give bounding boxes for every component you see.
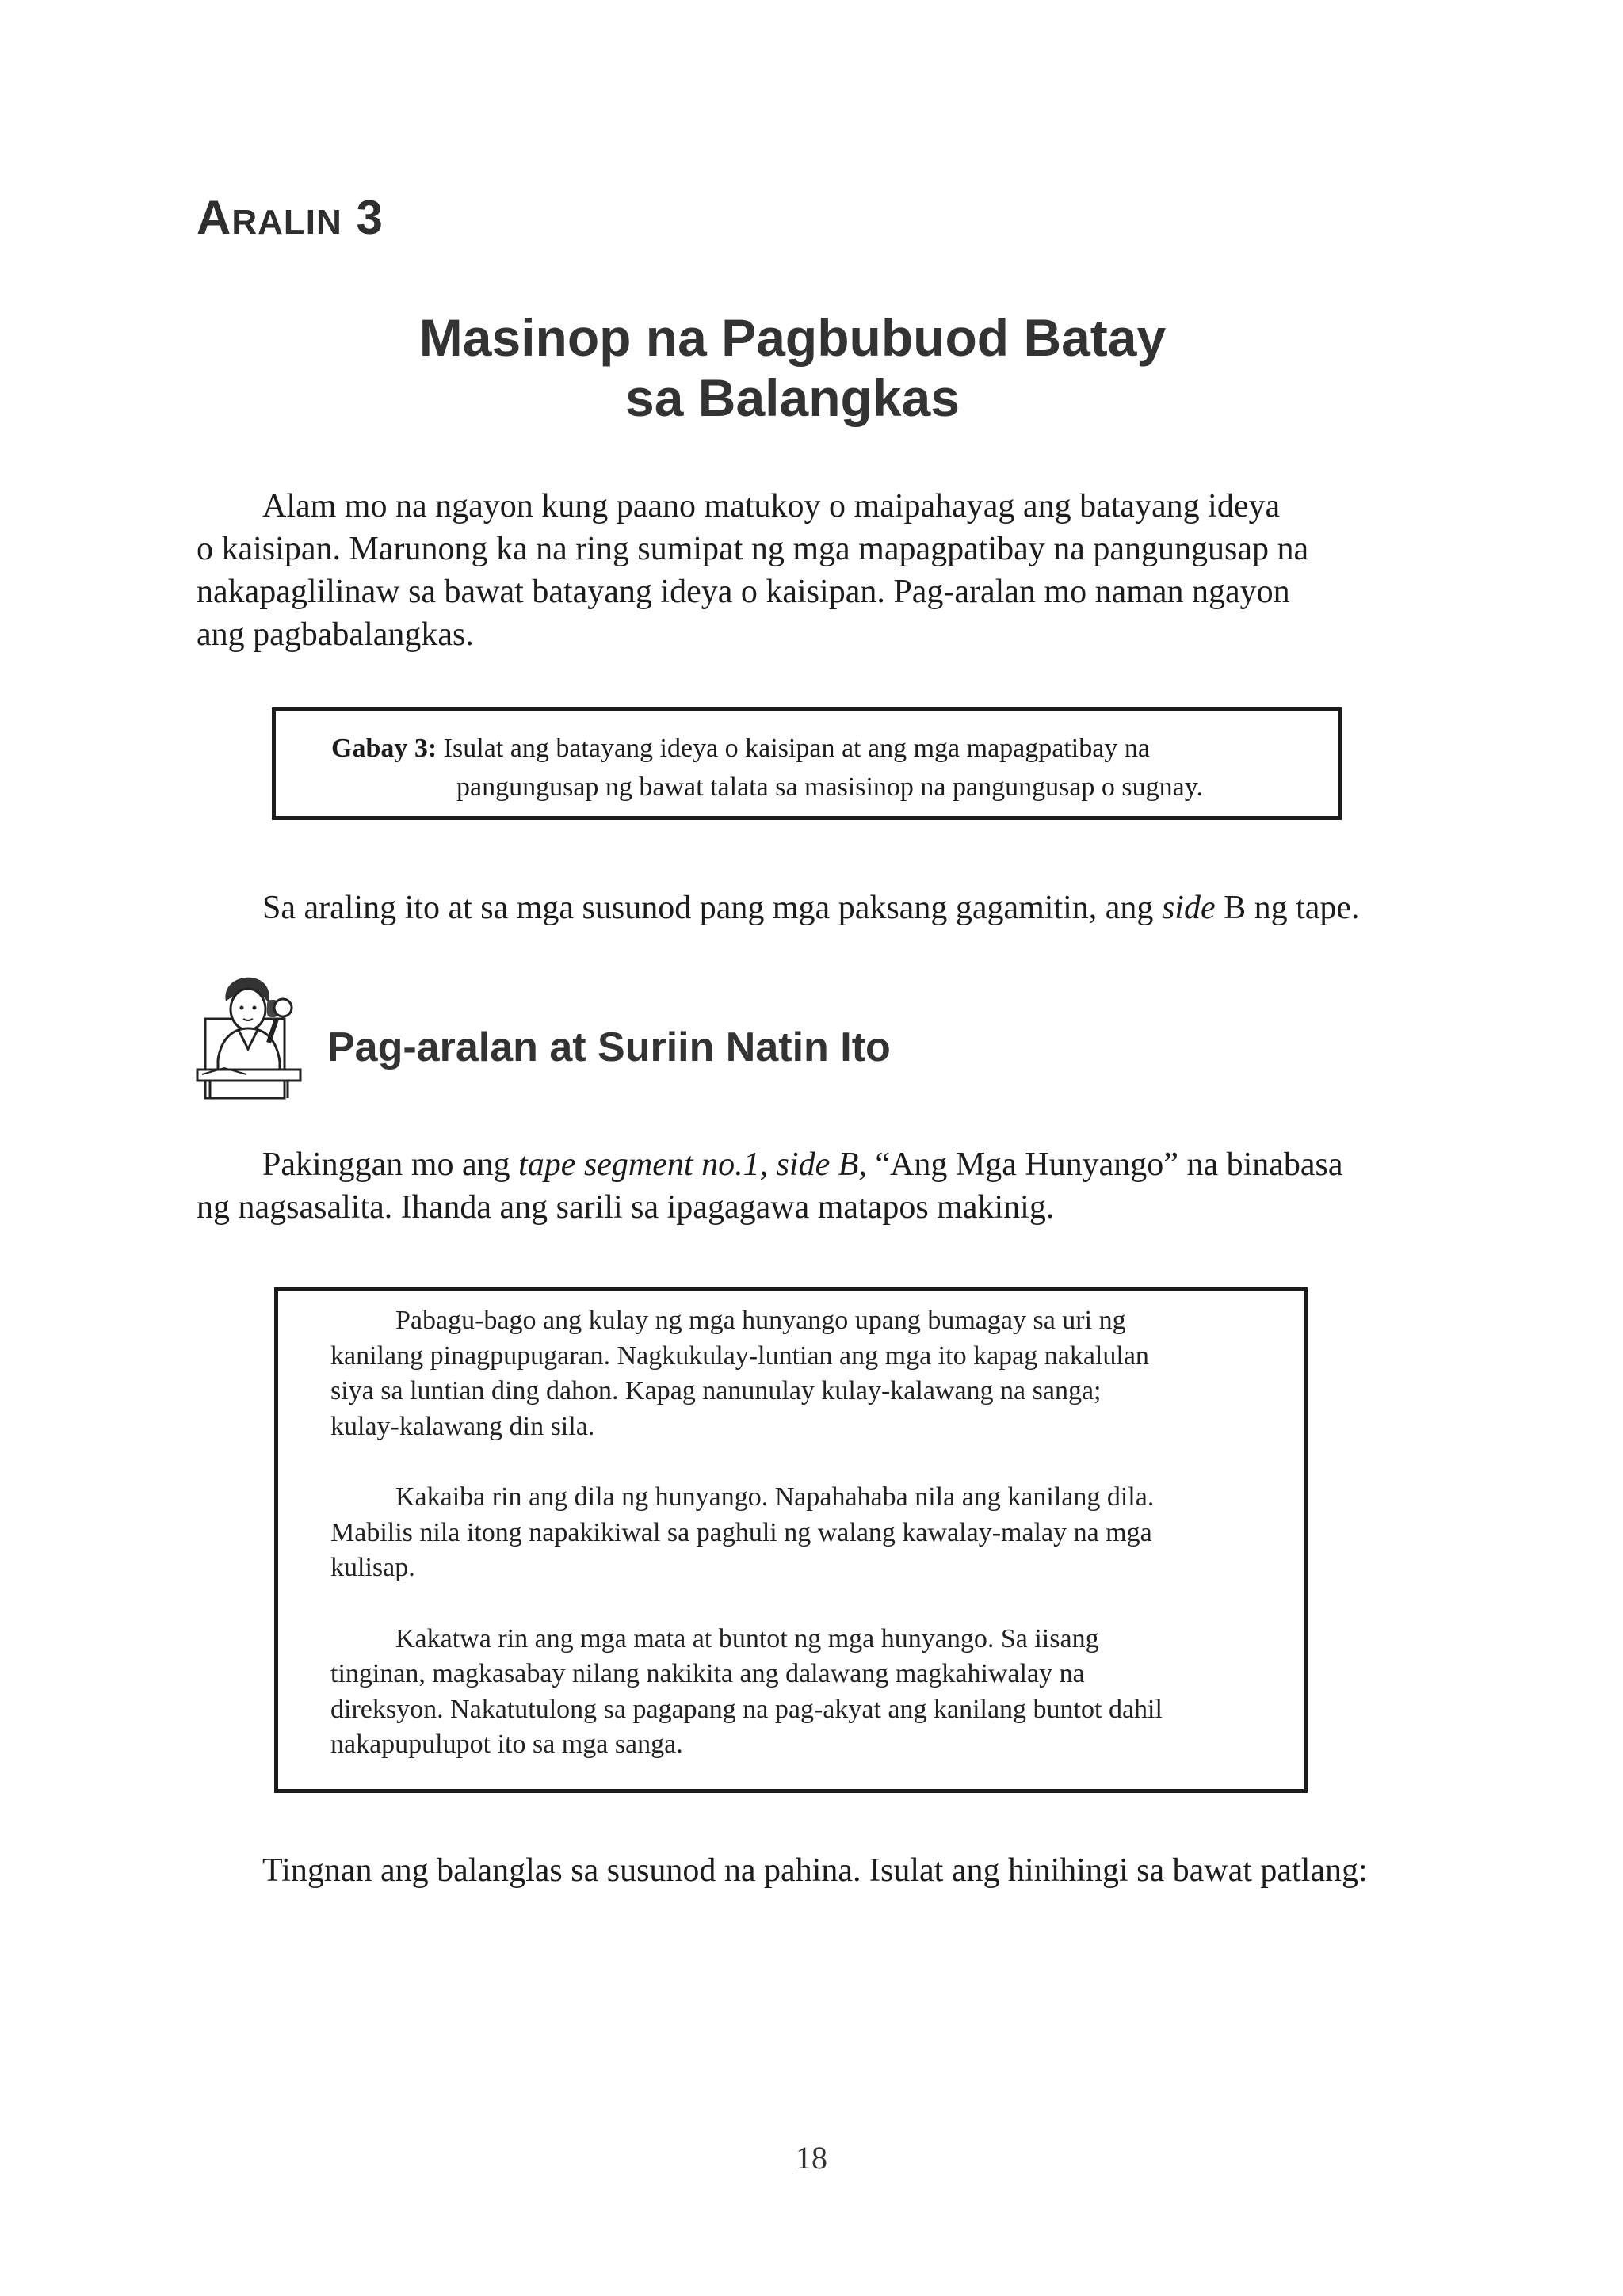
lesson-label xyxy=(197,190,384,245)
guide-line-1: Isulat ang batayang ideya o kaisipan at ang mga mapagpatibay na xyxy=(443,734,1150,763)
passage-line: siya sa luntian ding dahon. Kapag nanunulay kulay-kalawang na sanga; xyxy=(330,1376,1102,1405)
intro-line: nakapaglilinaw sa bawat batayang ideya o kaisipan. Pag-aralan mo naman ngayon xyxy=(197,574,1290,610)
passage-box xyxy=(274,1287,1308,1793)
intro-line: o kaisipan. Marunong ka na ring sumipat ng mga mapagpatibay na pangungusap na xyxy=(197,531,1309,567)
guide-label: Gabay 3: xyxy=(331,734,437,763)
passage-line: Mabilis nila itong napakikiwal sa paghuli ng walang kawalay-malay na mga xyxy=(330,1517,1152,1547)
listen-before: Pakinggan mo ang xyxy=(262,1146,519,1183)
lesson-number: 3 xyxy=(356,191,384,244)
title-line-2: sa Balangkas xyxy=(625,368,960,427)
section-title: Pag-aralan at Suriin Natin Ito xyxy=(327,1024,891,1070)
listen-after: “Ang Mga Hunyango” na binabasa xyxy=(866,1146,1343,1183)
passage-line: kulisap. xyxy=(330,1553,415,1582)
intro-line: ang pagbabalangkas. xyxy=(197,616,474,653)
intro-line: Alam mo na ngayon kung paano matukoy o maipahayag ang batayang ideya xyxy=(262,488,1281,524)
student-listening-icon xyxy=(194,973,305,1100)
passage-line: Kakaiba rin ang dila ng hunyango. Napahahaba nila ang kanilang dila. xyxy=(395,1482,1155,1512)
title-line-1: Masinop na Pagbubuod Batay xyxy=(418,308,1167,367)
closing-instruction-text: Tingnan ang balanglas sa susunod na pahina. Isulat ang hinihingi sa bawat patlang: xyxy=(262,1852,1368,1889)
side-note-after: B ng tape. xyxy=(1215,890,1360,926)
passage-line: tinginan, magkasabay nilang nakikita ang dalawang magkahiwalay na xyxy=(330,1659,1085,1688)
listen-instruction xyxy=(197,1143,1343,1229)
guide-line-2: pangungusap ng bawat talata sa masisinop na pangungusap o sugnay. xyxy=(456,772,1204,802)
closing-instruction xyxy=(197,1849,1368,1892)
lesson-label-initial: A xyxy=(197,191,232,244)
side-note xyxy=(197,887,1360,929)
passage-text xyxy=(330,1303,1163,1763)
passage-line: Pabagu-bago ang kulay ng mga hunyango upang bumagay sa uri ng xyxy=(395,1306,1126,1335)
lesson-label-rest: RALIN xyxy=(231,203,342,242)
guide-box xyxy=(272,707,1342,820)
passage-line: kanilang pinagpupugaran. Nagkukulay-luntian ang mga ito kapag nakalulan xyxy=(330,1341,1149,1371)
page-title xyxy=(238,307,1347,428)
side-note-before: Sa araling ito at sa mga susunod pang mga paksang gagamitin, ang xyxy=(262,890,1162,926)
listen-italic: tape segment no.1, side B, xyxy=(518,1146,867,1183)
passage-line: kulay-kalawang din sila. xyxy=(330,1411,595,1441)
passage-line: direksyon. Nakatutulong sa pagapang na pag-akyat ang kanilang buntot dahil xyxy=(330,1694,1163,1724)
passage-line: nakapupulupot ito sa mga sanga. xyxy=(330,1730,683,1759)
side-note-italic: side xyxy=(1161,890,1216,926)
page-number: 18 xyxy=(796,2140,827,2176)
guide-text xyxy=(331,729,1203,807)
listen-line-2: ng nagsasalita. Ihanda ang sarili sa ipagagawa matapos makinig. xyxy=(197,1189,1055,1226)
intro-paragraph xyxy=(197,485,1308,656)
passage-line: Kakatwa rin ang mga mata at buntot ng mga hunyango. Sa iisang xyxy=(395,1623,1099,1653)
